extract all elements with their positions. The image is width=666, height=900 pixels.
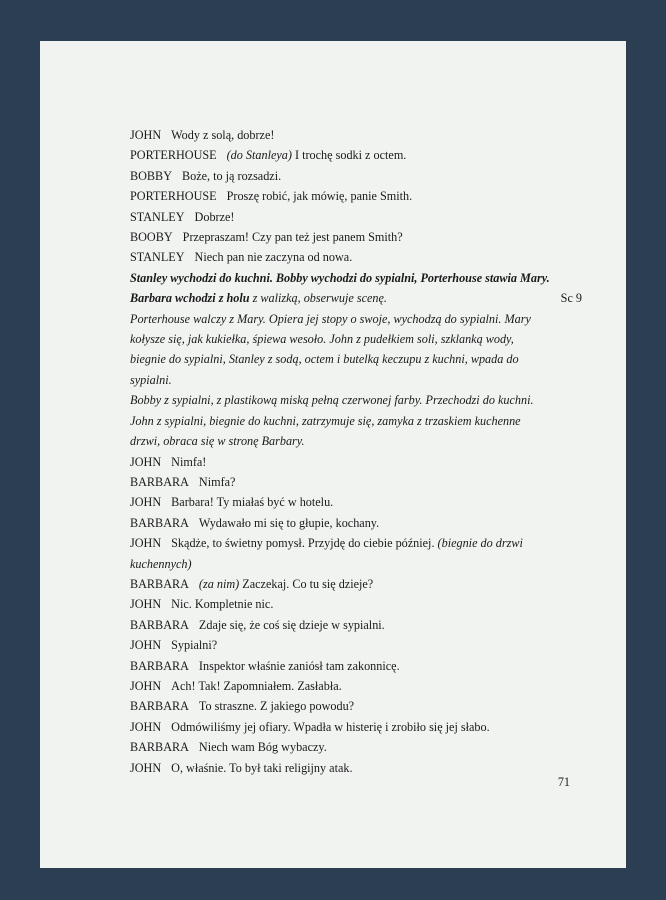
stage-direction: Bobby z sypialni, z plastikową miską pełną czerwonej farby. Przechodzi do kuchni. xyxy=(130,393,534,408)
speaker-name: JOHN xyxy=(130,597,162,612)
speaker-name: JOHN xyxy=(130,638,162,653)
script-line xyxy=(130,145,582,165)
script-line xyxy=(130,635,582,655)
script-line xyxy=(130,533,582,553)
script-line xyxy=(130,513,582,533)
page-number: 71 xyxy=(557,775,570,789)
stage-direction: kołysze się, jak kukiełka, śpiewa wesoło. John z pudełkiem soli, szklanką wody, xyxy=(130,332,514,347)
dialogue-text: Zdaje się, że coś się dzieje w sypialni. xyxy=(198,617,385,632)
speaker-name: BARBARA xyxy=(130,515,189,530)
script-line xyxy=(130,594,582,614)
dialogue-text: Niech pan nie zaczyna od nowa. xyxy=(194,250,353,265)
stage-direction-bold: Barbara wchodzi z holu xyxy=(130,291,250,306)
script-line xyxy=(130,411,582,431)
script-line xyxy=(130,268,582,288)
speaker-name: BARBARA xyxy=(130,617,189,632)
script-page xyxy=(40,41,626,868)
direction-note: (do Stanleya) xyxy=(226,148,292,163)
dialogue-text: O, właśnie. To był taki religijny atak. xyxy=(171,760,353,775)
speaker-name: STANLEY xyxy=(130,209,185,224)
speaker-name: PORTERHOUSE xyxy=(130,148,217,163)
script-line xyxy=(130,696,582,716)
script-line xyxy=(130,758,582,778)
speaker-name: BARBARA xyxy=(130,658,189,673)
dialogue-text: Ach! Tak! Zapomniałem. Zasłabła. xyxy=(171,678,342,693)
script-line xyxy=(130,656,582,676)
speaker-name: JOHN xyxy=(130,678,162,693)
dialogue-text: Odmówiliśmy jej ofiary. Wpadła w histerię i zrobiło się jej słabo. xyxy=(171,719,490,734)
script-line xyxy=(130,676,582,696)
speaker-name: STANLEY xyxy=(130,250,185,265)
speaker-name: BARBARA xyxy=(130,576,189,591)
script-line xyxy=(130,309,582,329)
script-line xyxy=(130,737,582,757)
dialogue-text: Niech wam Bóg wybaczy. xyxy=(198,740,327,755)
scene-number: Sc 9 xyxy=(560,291,582,306)
speaker-name: JOHN xyxy=(130,536,162,551)
script-line xyxy=(130,349,582,369)
dialogue-text: To straszne. Z jakiego powodu? xyxy=(198,699,355,714)
dialogue-text: Barbara! Ty miałaś być w hotelu. xyxy=(171,495,334,510)
direction-note: (biegnie do drzwi xyxy=(434,536,523,551)
dialogue-text: Wydawało mi się to głupie, kochany. xyxy=(198,515,380,530)
script-line xyxy=(130,472,582,492)
script-line xyxy=(130,554,582,574)
stage-direction: drzwi, obraca się w stronę Barbary. xyxy=(130,434,305,449)
script-line xyxy=(130,329,582,349)
script-line xyxy=(130,574,582,594)
speaker-name: JOHN xyxy=(130,760,162,775)
dialogue-text: I trochę sodki z octem. xyxy=(291,148,407,163)
script-line xyxy=(130,717,582,737)
script-line xyxy=(130,370,582,390)
dialogue-text: Przepraszam! Czy pan też jest panem Smith? xyxy=(182,230,403,245)
script-line xyxy=(130,247,582,267)
dialogue-text: Wody z solą, dobrze! xyxy=(171,128,275,142)
dialogue-text: Nimfa? xyxy=(198,474,236,489)
script-line xyxy=(130,227,582,247)
stage-direction: sypialni. xyxy=(130,372,172,387)
script-line xyxy=(130,166,582,186)
script-line xyxy=(130,452,582,472)
speaker-name: BARBARA xyxy=(130,740,189,755)
dialogue-text: Dobrze! xyxy=(194,209,235,224)
speaker-name: JOHN xyxy=(130,454,162,469)
speaker-name: JOHN xyxy=(130,128,162,142)
speaker-name: JOHN xyxy=(130,495,162,510)
stage-direction: Porterhouse walczy z Mary. Opiera jej stopy o swoje, wychodzą do sypialni. Mary xyxy=(130,311,531,326)
stage-direction: biegnie do sypialni, Stanley z sodą, octem i butelką keczupu z kuchni, wpada do xyxy=(130,352,519,367)
stage-direction: kuchennych) xyxy=(130,556,192,571)
script-line xyxy=(130,125,582,145)
stage-direction: z walizką, obserwuje scenę. xyxy=(249,291,387,306)
script-text xyxy=(130,125,582,778)
dialogue-text: Nic. Kompletnie nic. xyxy=(171,597,274,612)
dialogue-text: Zaczekaj. Co tu się dzieje? xyxy=(239,576,374,591)
dialogue-text: Skądże, to świetny pomysł. Przyjdę do ciebie później. xyxy=(171,536,435,551)
script-line xyxy=(130,615,582,635)
stage-direction-bold: Stanley wychodzi do kuchni. Bobby wychodzi do sypialni, Porterhouse stawia Mary. xyxy=(130,270,550,285)
script-line xyxy=(130,492,582,512)
script-line xyxy=(130,186,582,206)
script-line xyxy=(130,431,582,451)
script-line xyxy=(130,390,582,410)
dialogue-text: Sypialni? xyxy=(171,638,218,653)
speaker-name: BARBARA xyxy=(130,474,189,489)
direction-note: (za nim) xyxy=(198,576,240,591)
speaker-name: JOHN xyxy=(130,719,162,734)
speaker-name: BOBBY xyxy=(130,168,172,183)
dialogue-text: Inspektor właśnie zaniósł tam zakonnicę. xyxy=(198,658,400,673)
dialogue-text: Proszę robić, jak mówię, panie Smith. xyxy=(226,189,413,204)
speaker-name: PORTERHOUSE xyxy=(130,189,217,204)
script-line xyxy=(130,288,582,308)
speaker-name: BOOBY xyxy=(130,230,173,245)
dialogue-text: Boże, to ją rozsadzi. xyxy=(182,168,282,183)
dialogue-text: Nimfa! xyxy=(171,454,207,469)
speaker-name: BARBARA xyxy=(130,699,189,714)
script-line xyxy=(130,207,582,227)
stage-direction: John z sypialni, biegnie do kuchni, zatrzymuje się, zamyka z trzaskiem kuchenne xyxy=(130,413,521,428)
